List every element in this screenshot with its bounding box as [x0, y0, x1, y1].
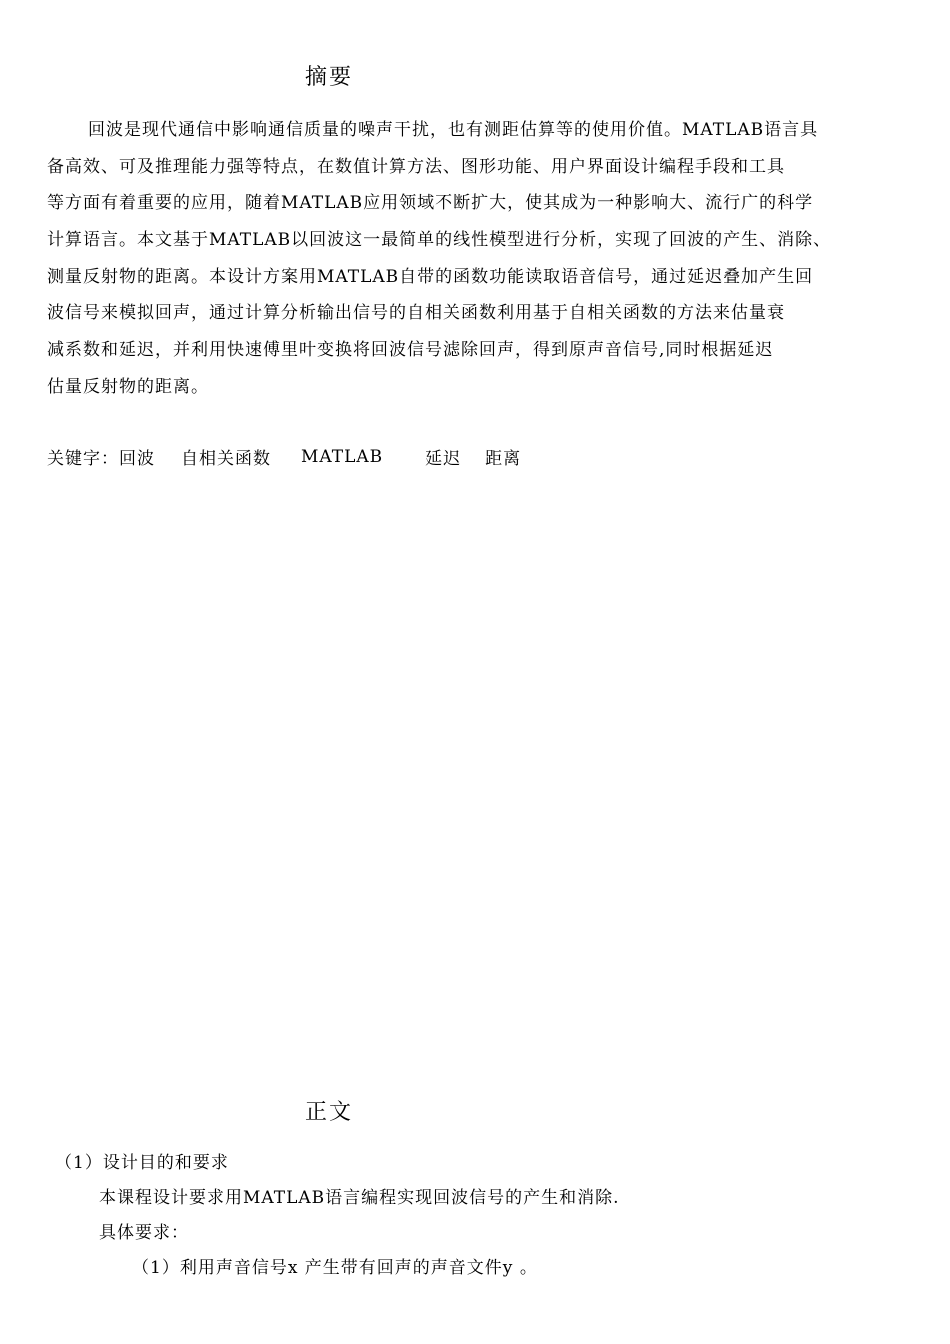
abstract-line: 回波是现代通信中影响通信质量的噪声干扰，也有测距估算等的使用价值。MATLAB语言具: [88, 120, 819, 140]
abstract-line: 备高效、可及推理能力强等特点，在数值计算方法、图形功能、用户界面设计编程手段和工具: [47, 156, 785, 177]
abstract-line: 等方面有着重要的应用，随着MATLAB应用领域不断扩大，使其成为一种影响大、流行广的科学: [47, 193, 814, 214]
keywords-label: 关键字：: [47, 449, 119, 469]
requirement-item: （1）利用声音信号x 产生带有回声的声音文件y 。: [132, 1258, 538, 1278]
section-text: 具体要求：: [99, 1223, 189, 1243]
body-title: 正文: [305, 1100, 354, 1125]
abstract-paragraph: [47, 112, 907, 406]
keyword: 自相关函数: [181, 449, 271, 469]
abstract-line: 估量反射物的距离。: [47, 376, 209, 397]
abstract-line: 波信号来模拟回声，通过计算分析输出信号的自相关函数利用基于自相关函数的方法来估量衰: [47, 303, 785, 324]
section-text: 本课程设计要求用MATLAB语言编程实现回波信号的产生和消除.: [99, 1188, 620, 1208]
abstract-line: 减系数和延迟，并利用快速傅里叶变换将回波信号滤除回声，得到原声音信号,同时根据延迟: [47, 340, 774, 361]
abstract-line: 计算语言。本文基于MATLAB以回波这一最简单的线性模型进行分析，实现了回波的产生、消除、: [47, 230, 832, 251]
abstract-title: 摘要: [305, 65, 354, 90]
keywords-line: [47, 444, 521, 469]
section-heading: （1）设计目的和要求: [55, 1153, 229, 1173]
keyword: 距离: [485, 449, 522, 469]
keyword: 回波: [119, 449, 155, 469]
abstract-line: 测量反射物的距离。本设计方案用MATLAB自带的函数功能读取语音信号，通过延迟叠加产生回: [47, 266, 814, 287]
keyword: MATLAB: [301, 446, 384, 467]
keyword: 延迟: [425, 449, 462, 469]
